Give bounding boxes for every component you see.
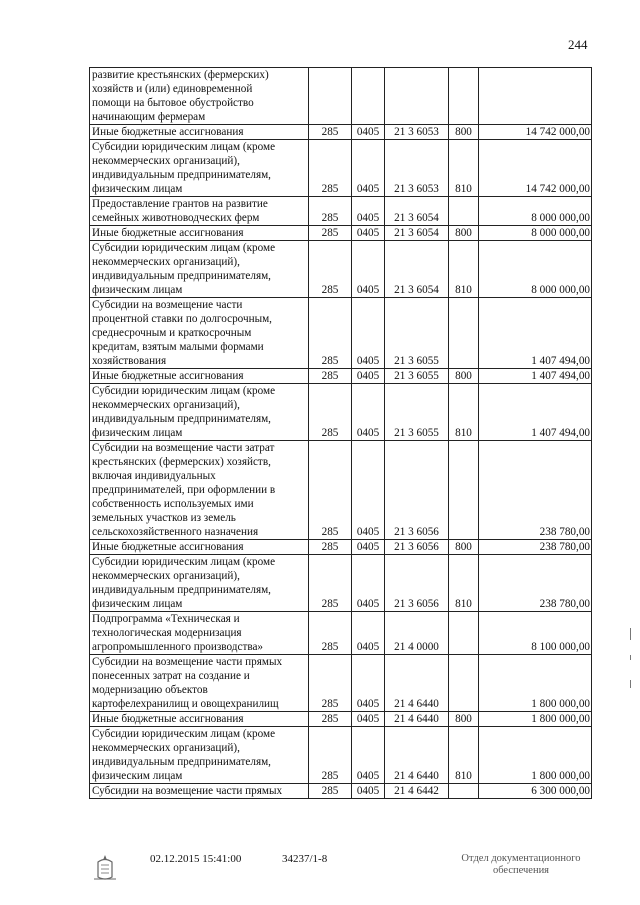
item-description: Субсидии юридическим лицам (кроме некоммерческих организаций), индивидуальным предпринимателям, физическим лицам [90,727,309,784]
footer-doc-number: 34237/1-8 [282,853,328,865]
amount: 1 407 494,00 [479,384,592,441]
section-code: 0405 [352,727,385,784]
item-description: Иные бюджетные ассигнования [90,540,309,555]
admin-code: 285 [309,241,352,298]
table-row [90,540,592,555]
amount: 238 780,00 [479,555,592,612]
admin-code: 285 [309,655,352,712]
item-description: Субсидии юридическим лицам (кроме некоммерческих организаций), индивидуальным предпринимателям, физическим лицам [90,555,309,612]
section-code: 0405 [352,655,385,712]
item-description: Иные бюджетные ассигнования [90,226,309,241]
target-article-code: 21 3 6053 [385,140,449,197]
admin-code: 285 [309,612,352,655]
amount: 8 000 000,00 [479,197,592,226]
target-article-code: 21 3 6055 [385,369,449,384]
section-code: 0405 [352,140,385,197]
target-article-code: 21 3 6056 [385,555,449,612]
target-article-code: 21 4 6440 [385,727,449,784]
amount: 14 742 000,00 [479,125,592,140]
expense-type-code: 810 [449,555,479,612]
admin-code: 285 [309,441,352,540]
expense-type-code: 800 [449,540,479,555]
target-article-code: 21 3 6054 [385,226,449,241]
target-article-code: 21 3 6056 [385,441,449,540]
scan-edge-mark [630,680,631,688]
amount: 8 000 000,00 [479,241,592,298]
section-code [352,68,385,125]
section-code: 0405 [352,226,385,241]
target-article-code: 21 3 6055 [385,384,449,441]
section-code: 0405 [352,384,385,441]
table-row [90,655,592,712]
admin-code [309,68,352,125]
target-article-code: 21 4 0000 [385,612,449,655]
item-description: Иные бюджетные ассигнования [90,125,309,140]
expense-type-code: 810 [449,727,479,784]
target-article-code: 21 3 6054 [385,241,449,298]
admin-code: 285 [309,712,352,727]
item-description: Иные бюджетные ассигнования [90,712,309,727]
expense-type-code [449,612,479,655]
item-description: Субсидии на возмещение части затрат крестьянских (фермерских) хозяйств, включая индивидуальных предпринимателей, при оформлении в собственность используемых ими земельных участков из земель сельскохозяйственного назначения [90,441,309,540]
emblem-icon [92,853,118,883]
expense-type-code: 800 [449,712,479,727]
expense-type-code [449,784,479,799]
table-row [90,612,592,655]
item-description: Субсидии юридическим лицам (кроме некоммерческих организаций), индивидуальным предпринимателям, физическим лицам [90,384,309,441]
amount: 1 800 000,00 [479,727,592,784]
amount: 1 407 494,00 [479,369,592,384]
target-article-code: 21 4 6440 [385,655,449,712]
item-description: Субсидии юридическим лицам (кроме некоммерческих организаций), индивидуальным предпринимателям, физическим лицам [90,140,309,197]
admin-code: 285 [309,369,352,384]
scan-edge-mark [630,655,631,660]
item-description: Субсидии на возмещение части прямых понесенных затрат на создание и модернизацию объектов картофелехранилищ и овощехранилищ [90,655,309,712]
footer-timestamp: 02.12.2015 15:41:00 [150,853,242,865]
item-description: Подпрограмма «Техническая и технологическая модернизация агропромышленного производства» [90,612,309,655]
table-row [90,125,592,140]
page-number: 244 [568,37,588,52]
admin-code: 285 [309,140,352,197]
section-code: 0405 [352,555,385,612]
section-code: 0405 [352,125,385,140]
table-row [90,140,592,197]
footer-department: Отдел документационного обеспечения [461,853,581,876]
table-row [90,727,592,784]
expense-type-code [449,68,479,125]
item-description: Субсидии на возмещение части процентной ставки по долгосрочным, среднесрочным и краткосрочным кредитам, взятым малыми формами хозяйствования [90,298,309,369]
target-article-code: 21 4 6440 [385,712,449,727]
section-code: 0405 [352,298,385,369]
expense-type-code: 810 [449,140,479,197]
budget-table [89,67,592,799]
item-description: Субсидии юридическим лицам (кроме некоммерческих организаций), индивидуальным предпринимателям, физическим лицам [90,241,309,298]
expense-type-code: 800 [449,226,479,241]
section-code: 0405 [352,540,385,555]
section-code: 0405 [352,784,385,799]
expense-type-code [449,655,479,712]
section-code: 0405 [352,441,385,540]
amount: 14 742 000,00 [479,140,592,197]
table-row [90,555,592,612]
amount: 8 000 000,00 [479,226,592,241]
amount: 1 407 494,00 [479,298,592,369]
admin-code: 285 [309,784,352,799]
admin-code: 285 [309,555,352,612]
admin-code: 285 [309,197,352,226]
target-article-code: 21 4 6442 [385,784,449,799]
table-row [90,197,592,226]
amount: 238 780,00 [479,540,592,555]
target-article-code: 21 3 6054 [385,197,449,226]
section-code: 0405 [352,612,385,655]
table-row [90,298,592,369]
target-article-code [385,68,449,125]
section-code: 0405 [352,197,385,226]
table-row [90,384,592,441]
target-article-code: 21 3 6056 [385,540,449,555]
section-code: 0405 [352,369,385,384]
expense-type-code: 800 [449,369,479,384]
table-row [90,441,592,540]
amount: 6 300 000,00 [479,784,592,799]
table-row [90,241,592,298]
expense-type-code: 810 [449,241,479,298]
section-code: 0405 [352,712,385,727]
item-description: Предоставление грантов на развитие семейных животноводческих ферм [90,197,309,226]
expense-type-code: 800 [449,125,479,140]
admin-code: 285 [309,298,352,369]
amount: 1 800 000,00 [479,712,592,727]
table-row [90,68,592,125]
item-description: Иные бюджетные ассигнования [90,369,309,384]
expense-type-code [449,197,479,226]
admin-code: 285 [309,226,352,241]
target-article-code: 21 3 6055 [385,298,449,369]
amount [479,68,592,125]
target-article-code: 21 3 6053 [385,125,449,140]
amount: 8 100 000,00 [479,612,592,655]
table-row [90,226,592,241]
item-description: Субсидии на возмещение части прямых [90,784,309,799]
admin-code: 285 [309,727,352,784]
expense-type-code [449,298,479,369]
table-row [90,784,592,799]
item-description: развитие крестьянских (фермерских) хозяйств и (или) единовременной помощи на бытовое обустройство начинающим фермерам [90,68,309,125]
admin-code: 285 [309,540,352,555]
table-row [90,369,592,384]
expense-type-code [449,441,479,540]
admin-code: 285 [309,384,352,441]
admin-code: 285 [309,125,352,140]
expense-type-code: 810 [449,384,479,441]
section-code: 0405 [352,241,385,298]
amount: 1 800 000,00 [479,655,592,712]
scan-edge-mark [630,628,631,640]
table-row [90,712,592,727]
amount: 238 780,00 [479,441,592,540]
